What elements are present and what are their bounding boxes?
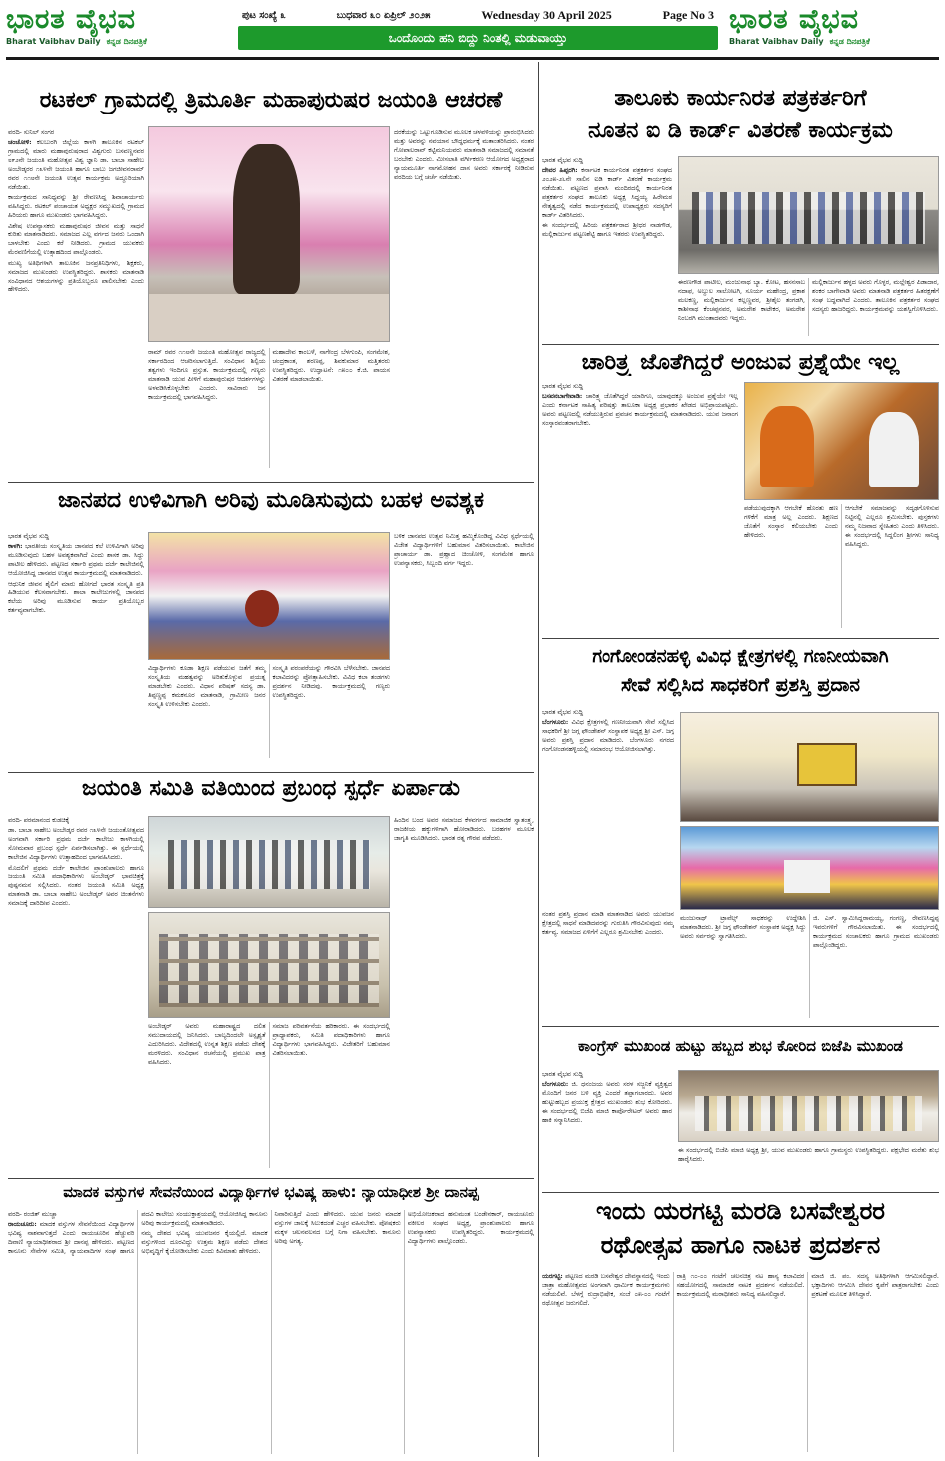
brand-tagline: ಕನ್ನಡ ದಿನಪತ್ರಿಕೆ bbox=[106, 37, 147, 46]
article-character bbox=[542, 350, 939, 634]
paragraph: ಮಂಜುನಾಥ್ ಟ್ರಾವೆಲ್ಸ್ ಸಾಧಕರನ್ನು ಉದ್ದೇಶಿಸಿ ಮಾತನಾಡಿದರು. ಶ್ರೀ ಜಗ್ಗ ಫೌಂಡೇಶನ್ ಸಂಸ್ಥಾಪಕ ಅಧ್ಯಕ್ಷ ಸಿದ್ದು ಅವರು ಸರ್ವರನ್ನು ಸ್ವಾಗತಿಸಿದರು. bbox=[680, 914, 806, 940]
section-divider bbox=[542, 1026, 939, 1027]
paragraph: ಹಿಂದಿನ ಬಂದ ಅವರ ಸಮಾಜದ ಕೆಳವರ್ಗದ ಸಾಮಾಜಿಕ ಸ್ವಾತಂತ್ರ್ಯ, ರಾಜಕೀಯ ಹಕ್ಕುಗಳಿಗಾಗಿ ಹೋರಾಡಿದರು. ಬರಹಗಳ ಮೂಲಕ ಜಾಗೃತಿ ಮೂಡಿಸಿದರು. ಭಾರತ ರತ್ನ ಗೌರವ ಪಡೆದರು. bbox=[394, 816, 534, 842]
date-english: Wednesday 30 April 2025 bbox=[481, 7, 612, 22]
headline: ಕಾಂಗ್ರೆಸ್ ಮುಖಂಡ ಹುಟ್ಟು ಹಬ್ಬದ ಶುಭ ಕೋರಿದ ಬಿಜೆಪಿ ಮುಖಂಡ bbox=[578, 1037, 903, 1055]
paragraph: ಜಿ. ಎಸ್. ಸ್ವಾಮಿಸಿದ್ದರಾಮಯ್ಯ, ಗಂಗಣ್ಣ, ರೇವಣಸಿದ್ದಪ್ಪ ಇವರುಗಳಿಗೆ ಗೌರವಿಸಲಾಯಿತು. ಈ ಸಂದರ್ಭದಲ್ಲಿ ಕಾರ್ಯಕ್ರಮದ ಸಂಚಾಲಕರು ಹಾಗೂ ಗ್ರಾಮದ ಮುಖಂಡರು ಪಾಲ್ಗೊಂಡಿದ್ದರು. bbox=[813, 914, 939, 949]
paragraph: ವಿವಿಧ ಕ್ಷೇತ್ರಗಳಲ್ಲಿ ಗಣನೀಯವಾಗಿ ಸೇವೆ ಸಲ್ಲಿಸಿದ ಸಾಧಕರಿಗೆ ಶ್ರೀ ಜಗ್ಗ ಫೌಂಡೇಶನ್ ಸಂಸ್ಥಾಪಕ ಅಧ್ಯಕ್ಷ ಶ್ರೀ ಎಸ್. ಜಗ್ಗ ಅವರು ಪ್ರಶಸ್ತಿ ಪ್ರದಾನ ಮಾಡಿದರು. ಬೆಂಗಳೂರು ನಗರದ ಗಂಗೋಂಡನಹಳ್ಳಿಯಲ್ಲಿ ಸಮಾರಂಭ ಆಯೋಜಿಸಲಾಗಿತ್ತು. bbox=[542, 718, 674, 754]
article-body-col3 bbox=[394, 816, 534, 1168]
brand-tagline: ಕನ್ನಡ ದಿನಪತ್ರಿಕೆ bbox=[829, 37, 870, 46]
photo-folk-festival bbox=[148, 532, 390, 660]
paragraph: ಆಧುನಿಕ ಜೀವನ ಶೈಲಿಗೆ ಮಾರು ಹೋಗದೆ ಭಾರತ ಸಂಸ್ಕೃತಿ ಪ್ರತಿ ಹಿಡಿಯುವ ಕೆಲಸವಾಗಬೇಕು. ಶಾಲಾ ಕಾಲೇಜುಗಳಲ್ಲಿ ಜಾನಪದ ಕಲೆಯ ಅರಿವು ಮೂಡಿಸುವ ಕಾರ್ಯ ಪ್ರತಿಯೊಬ್ಬರ ಕರ್ತವ್ಯವಾಗಬೇಕು. bbox=[8, 579, 144, 615]
byline: ಭಾರತ ವೈಭವ ಸುದ್ದಿ bbox=[542, 1070, 584, 1078]
byline: ಭಾರತ ವೈಭವ ಸುದ್ದಿ bbox=[542, 156, 584, 164]
paragraph: ಪಡೆಯುವುದಕ್ಕಾಗಿ ಆಗಬೇಕೆ ಹೊರತು ಹಣ ಗಳಿಕೆಗೆ ಮಾತ್ರ ಅಲ್ಲ ಎಂದರು. ಶಿಕ್ಷಣದ ಜೊತೆಗೆ ಸಂಸ್ಕಾರ ಕಲಿಯಬೇಕು ಎಂದು ಹೇಳಿದರು. bbox=[744, 504, 838, 539]
dateline: ಚಂಚೋಳಿ: bbox=[8, 138, 32, 147]
paragraph: ನಂತರ ಪ್ರಶಸ್ತಿ ಪ್ರದಾನ ಮಾಡಿ ಮಾತನಾಡಿದ ಅವರು ಯುವಜನ ಕ್ಷೇತ್ರದಲ್ಲಿ ಸಾಧನೆ ಮಾಡಿದವರನ್ನು ಗುರುತಿಸಿ ಗೌರವಿಸುವುದು ನಮ್ಮ ಕರ್ತವ್ಯ. ಸಮಾಜದ ಏಳಿಗೆಗೆ ಎಲ್ಲರೂ ಶ್ರಮಿಸಬೇಕು ಎಂದರು. bbox=[542, 910, 674, 936]
photo-birthday-wishes bbox=[678, 1070, 939, 1142]
article-body-under-photo bbox=[148, 664, 390, 758]
photo-exam-hall bbox=[148, 912, 390, 1018]
byline: ಭಾರತ ವೈಭವ ಸುದ್ದಿ bbox=[8, 532, 50, 540]
paragraph: ದರಕೆಯನ್ನು ಒಟ್ಟುಗೂಡಿಸುವ ಮೂಲಕ ಚಳವಳಿಯನ್ನು ಪ್ರಾರಂಭಿಸಿದರು ಮತ್ತು ಅವರನ್ನು ನವಯಾನ ಬೌದ್ಧಧರ್ಮಕ್ಕೆ ಮತಾಂತರಿಸಿದರು. ನಂತರ ಗೋಪಾಲರಾವ್ ಕಟ್ಟಿಮನಿಯವರು ಮಾತನಾಡಿ ಸಮಾಜದಲ್ಲಿ ಸಮಾನತೆ ಬರಬೇಕು ಎಂದರು. ಮೀಸಲಾತಿ ವರ್ಗೀಕರಣ ಆಯೋಗದ ಅಧ್ಯಕ್ಷರಾದ ನ್ಯಾಯಮೂರ್ತಿ ನಾಗಮೋಹನ ದಾಸ ಅವರು ಸರ್ಕಾರಕ್ಕೆ ನೀಡಿರುವ ವರದಿಯ ಬಗ್ಗೆ ಚರ್ಚೆ ನಡೆಯಿತು. bbox=[394, 128, 534, 181]
brand-subtitle bbox=[729, 36, 939, 47]
paragraph: ಮುಖ್ಯ ಅತಿಥಿಗಳಾಗಿ ತಾಲೂಕಿನ ಜನಪ್ರತಿನಿಧಿಗಳು, ಶಿಕ್ಷಕರು, ಸಮಾಜದ ಮುಖಂಡರು ಉಪಸ್ಥಿತರಿದ್ದರು. ಶಾಸಕರು ಮಾತನಾಡಿ ಸಂವಿಧಾನದ ಆಶಯಗಳನ್ನು ಪ್ರತಿಯೊಬ್ಬರೂ ಪಾಲಿಸಬೇಕು ಎಂದು ಹೇಳಿದರು. bbox=[8, 258, 144, 294]
dateline: ರಾಯಚೂರು: bbox=[8, 1220, 37, 1229]
headline-line1: ತಾಲೂಕು ಕಾರ್ಯನಿರತ ಪತ್ರಕರ್ತರಿಗೆ bbox=[614, 86, 867, 111]
masthead-brand-left bbox=[6, 4, 216, 54]
masthead-center bbox=[238, 4, 718, 54]
photo-stage-event bbox=[148, 126, 390, 342]
article-body-col3 bbox=[394, 532, 534, 758]
paragraph: ಸಮಾಜ ಪರಿವರ್ತನೆಯ ಹರಿಕಾರರು. ಈ ಸಂದರ್ಭದಲ್ಲಿ ಪ್ರಾಧ್ಯಾಪಕರು, ಸಮಿತಿ ಪದಾಧಿಕಾರಿಗಳು ಹಾಗೂ ವಿದ್ಯಾರ್ಥಿಗಳು ಭಾಗವಹಿಸಿದ್ದರು. ವಿಜೇತರಿಗೆ ಬಹುಮಾನ ವಿತರಿಸಲಾಯಿತು. bbox=[272, 1022, 390, 1057]
dateline: ಯರಗಟ್ಟಿ: bbox=[542, 1272, 563, 1280]
issue-number: ಪುಟ ಸಂಖ್ಯೆ ೩ bbox=[242, 9, 286, 21]
byline: ಭಾರತ ವೈಭವ ಸುದ್ದಿ bbox=[542, 382, 584, 390]
paragraph: ಕರ್ನಾಟಕ ಕಾರ್ಯನಿರತ ಪತ್ರಕರ್ತರ ಸಂಘದ ೨೦೨೫-೨೬ನೇ ಸಾಲಿನ ಐಡಿ ಕಾರ್ಡ್ ವಿತರಣೆ ಕಾರ್ಯಕ್ರಮ ನಡೆಯಿತು. ಪಟ್ಟಣದ ಪ್ರವಾಸಿ ಮಂದಿರದಲ್ಲಿ ಕಾರ್ಯನಿರತ ಪತ್ರಕರ್ತರ ಸಂಘದ ತಾಲೂಕು ಅಧ್ಯಕ್ಷ ಸಿದ್ದಯ್ಯ ಹಿರೇಮಠ ನೇತೃತ್ವದಲ್ಲಿ ನಡೆದ ಕಾರ್ಯಕ್ರಮದಲ್ಲಿ ಉಪಾಧ್ಯಕ್ಷರು ಸದಸ್ಯರಿಗೆ ಕಾರ್ಡ್ ವಿತರಿಸಿದರು. bbox=[542, 166, 672, 219]
paragraph: ವಿಶೇಷ ಉಪನ್ಯಾಸಕರು ಮಹಾಪುರುಷರ ಜೀವನ ಮತ್ತು ಸಾಧನೆ ಕುರಿತು ಮಾತನಾಡಿದರು. ಸಮಾಜದ ಎಲ್ಲ ವರ್ಗದ ಜನರು ಒಂದಾಗಿ ಬಾಳಬೇಕು ಎಂದು ಕರೆ ನೀಡಿದರು. ಗ್ರಾಮದ ಯುವಕರು ಮೆರವಣಿಗೆಯಲ್ಲಿ ಉತ್ಸಾಹದಿಂದ ಪಾಲ್ಗೊಂಡರು. bbox=[8, 221, 144, 257]
paragraph: ವಿದ್ಯಾರ್ಥಿಗಳು ಕೂಡಾ ಶಿಕ್ಷಣ ಪಡೆಯುವ ಜತೆಗೆ ತಮ್ಮ ಸಂಸ್ಕೃತಿಯ ಮಹತ್ವವನ್ನು ಅರಿತುಕೊಳ್ಳುವ ಪ್ರಯತ್ನ ಮಾಡಬೇಕು ಎಂದರು. ವಿಧಾನ ಪರಿಷತ್ ಸದಸ್ಯ ಡಾ. ತಿಪ್ಪಣ್ಣಪ್ಪ ಕಮಕನೂರ ಮಾತನಾಡಿ, ಗ್ರಾಮೀಣ ಜನರ ಸಂಸ್ಕೃತಿ ಉಳಿಸಬೇಕು ಎಂದರು. bbox=[148, 664, 266, 708]
paragraph: ರಾತ್ರಿ ೧೦-೦೦ ಗಂಟೆಗೆ ಚಲನಚಿತ್ರ ನಟ ಹಾಸ್ಯ ಕಲಾವಿದರ ಸಹಯೋಗದಲ್ಲಿ ಸಾಮಾಜಿಕ ನಾಟಕ ಪ್ರದರ್ಶನ ನಡೆಯಲಿದೆ. ಕಾರ್ಯಕ್ರಮದಲ್ಲಿ ಮಠಾಧೀಶರು ಸಾನಿಧ್ಯ ವಹಿಸಲಿದ್ದಾರೆ. bbox=[676, 1272, 805, 1298]
paragraph: ಮಲ್ಲಿಕಾರ್ಜುನ ಹಳ್ಳದ ಅವರು ಗೊಳ್ಳರ, ಮಲ್ಲೇಶ್ವರ ಪಿಡಾದಾರ, ಶಂಕರ ಬಾಗೇವಾಡಿ ಅವರು ಮಾತನಾಡಿ ಪತ್ರಕರ್ತರ ಹಿತರಕ್ಷಣೆಗೆ ಸಂಘ ಬದ್ಧವಾಗಿದೆ ಎಂದರು. ತಾಲೂಕಿನ ಪತ್ರಕರ್ತರ ಸಂಘದ ಸದಸ್ಯರು ಹಾಜರಿದ್ದರು. ಕಾರ್ಯಕ್ರಮವನ್ನು ಯಶಸ್ವಿಗೊಳಿಸಿದರು. bbox=[812, 278, 939, 313]
paragraph: ಮಾದಕ ವಸ್ತುಗಳ ಸೇವನೆಯಿಂದ ವಿದ್ಯಾರ್ಥಿಗಳ ಭವಿಷ್ಯ ನಾಶವಾಗುತ್ತದೆ ಎಂದು ರಾಯಚೂರಿನ ಹೆಚ್ಚುವರಿ ದಿವಾಣಿ ನ್ಯಾಯಾಧೀಶರಾದ ಶ್ರೀ ದಾನಪ್ಪ ಹೇಳಿದರು. ಪಟ್ಟಣದ ಕಾನೂನು ಸೇವೆಗಳ ಸಮಿತಿ, ನ್ಯಾಯವಾದಿಗಳ ಸಂಘ ಹಾಗೂ ಪದವಿ ಕಾಲೇಜು ಸಂಯುಕ್ತಾಶ್ರಯದಲ್ಲಿ ಆಯೋಜಿಸಿದ್ದ ಕಾನೂನು ಅರಿವು ಕಾರ್ಯಕ್ರಮದಲ್ಲಿ ಮಾತನಾಡಿದರು. bbox=[8, 1210, 268, 1256]
paragraph: ಆಗಬೇಕೆ ಸಮಾಜವನ್ನು ಸದೃಢಗೊಳಿಸುವ ನಿಟ್ಟಿನಲ್ಲಿ ಎಲ್ಲರೂ ಶ್ರಮಿಸಬೇಕು. ಪುಸ್ತಕಗಳು ನಮ್ಮ ನಿಜವಾದ ಸ್ನೇಹಿತರು ಎಂದು ತಿಳಿಸಿದರು. ಈ ಸಂದರ್ಭದಲ್ಲಿ ಸಿದ್ದಲಿಂಗ ಶ್ರೀಗಳು ಸಾನಿಧ್ಯ ವಹಿಸಿದ್ದರು. bbox=[845, 504, 939, 548]
article-body-col1 bbox=[542, 156, 672, 336]
section-divider bbox=[8, 482, 534, 483]
article-body-col1 bbox=[542, 382, 738, 628]
paragraph: ಚಾರಿತ್ರ್ಯ ಜೊತೆಗಿದ್ದರೆ ಯಾರಿಗೂ, ಯಾವುದಕ್ಕೂ ಅಂಜುವ ಪ್ರಶ್ನೆಯೇ ಇಲ್ಲ ಎಂದು ಕರ್ನಾಟಕ ಸಾಹಿತ್ಯ ಪರಿಷತ್ತು ತಾಲೂಕಾ ಅಧ್ಯಕ್ಷ ಪ್ರಭಾಕರ ಖೇಡದ ಅಭಿಪ್ರಾಯಪಟ್ಟರು. ಅವರು ಪಟ್ಟಣದಲ್ಲಿ ನಡೆಯುತ್ತಿರುವ ಪ್ರವಚನ ಕಾರ್ಯಕ್ರಮದಲ್ಲಿ ಮಾತನಾಡಿದರು. ಯುವ ಜನಾಂಗ ಸಂಸ್ಕಾರವಂತರಾಗಬೇಕು. bbox=[542, 392, 738, 428]
article-janapada bbox=[8, 488, 534, 768]
column-divider bbox=[538, 62, 539, 1457]
issue-meta bbox=[238, 4, 718, 26]
slogan-banner: ಒಂದೊಂದು ಹನಿ ಬಿದ್ದು ನಿಂತಲ್ಲಿ ಮಡುವಾಯ್ತು bbox=[238, 26, 718, 50]
headline-line2: ಸೇವೆ ಸಲ್ಲಿಸಿದ ಸಾಧಕರಿಗೆ ಪ್ರಶಸ್ತಿ ಪ್ರದಾನ bbox=[621, 674, 860, 696]
article-body bbox=[8, 1210, 534, 1454]
article-body-under-photo bbox=[678, 1146, 939, 1186]
paragraph: ನಮ್ಮ ದೇಶದ ಭವಿಷ್ಯ ಯುವಜನರ ಕೈಯಲ್ಲಿದೆ. ಮಾದಕ ವಸ್ತುಗಳಿಂದ ದೂರವಿದ್ದು ಉತ್ತಮ ಶಿಕ್ಷಣ ಪಡೆದು ದೇಶದ ಅಭಿವೃದ್ಧಿಗೆ ಕೈಜೋಡಿಸಬೇಕು ಎಂದು ಕಿವಿಮಾತು ಹೇಳಿದರು. bbox=[141, 1229, 268, 1256]
paragraph: ಕಾರ್ಯಕ್ರಮದ ಸಾನಿಧ್ಯವನ್ನು ಶ್ರೀ ರೇವಣಸಿದ್ದ ಶಿವಾಚಾರ್ಯರು ವಹಿಸಿದ್ದರು. ರಟಕಲ್ ಪಂಚಾಯತ ಅಧ್ಯಕ್ಷರ ಸಮ್ಮುಖದಲ್ಲಿ ಗ್ರಾಮದ ಹಿರಿಯರು ಹಾಗೂ ಮುಖಂಡರು ಭಾಗವಹಿಸಿದ್ದರು. bbox=[8, 193, 144, 220]
byline: ವರದಿ- ಪರಮಾನಂದ ಕುಡಚಿಕೈ bbox=[8, 816, 70, 824]
article-awards bbox=[542, 644, 939, 1022]
paragraph: ಬಳಿಕ ಜಾನಪದ ಉತ್ಸವ ನಿಮಿತ್ತ ಹಮ್ಮಿಕೊಂಡಿದ್ದ ವಿವಿಧ ಸ್ಪರ್ಧೆಯಲ್ಲಿ ವಿಜೇತ ವಿದ್ಯಾರ್ಥಿಗಳಿಗೆ ಬಹುಮಾನ ವಿತರಿಸಲಾಯಿತು. ಕಾಲೇಜಿನ ಪ್ರಾಚಾರ್ಯ ಡಾ. ಪ್ರಹ್ಲಾದ ಚಿಂಚೋಳಿ, ಸಂಗಮೇಶ ಹಾಗೂ ಉಪನ್ಯಾಸಕರು, ಸಿಬ್ಬಂದಿ ವರ್ಗ ಇದ್ದರು. bbox=[394, 532, 534, 567]
article-body-col1 bbox=[8, 816, 144, 1168]
date-kannada: ಬುಧವಾರ ೩೦ ಏಪ್ರಿಲ್ ೨೦೨೫ bbox=[336, 9, 431, 21]
paragraph: ಈ ಸಂದರ್ಭದಲ್ಲಿ ಬಿಜೆಪಿ ಮಾಜಿ ಅಧ್ಯಕ್ಷ ಶ್ರೀ, ಯುವ ಮುಖಂಡರು ಹಾಗೂ ಗ್ರಾಮಸ್ಥರು ಉಪಸ್ಥಿತರಿದ್ದರು. ಪಕ್ಷಭೇದ ಮರೆತು ಶುಭ ಹಾರೈಸಿದರು. bbox=[678, 1146, 939, 1163]
article-id-cards bbox=[542, 86, 939, 340]
section-divider bbox=[542, 344, 939, 345]
dateline: ದೇವರ ಹಿಪ್ಪರಗಿ: bbox=[542, 166, 578, 175]
page-number: Page No 3 bbox=[662, 7, 714, 22]
paragraph: ಡಾ. ಬಾಬಾ ಸಾಹೇಬ ಅಂಬೇಡ್ಕರ ರವರ ೧೩೪ನೇ ಜಯಂತೋತ್ಸವದ ಅಂಗವಾಗಿ ಸರ್ಕಾರಿ ಪ್ರಥಮ ದರ್ಜೆ ಕಾಲೇಜು ಕಾಳಗಿಯಲ್ಲಿ ಸೋಮವಾರ ಪ್ರಬಂಧ ಸ್ಪರ್ಧೆ ಏರ್ಪಡಿಸಲಾಗಿತ್ತು. ಈ ಸ್ಪರ್ಧೆಯಲ್ಲಿ ಕಾಲೇಜಿನ ವಿದ್ಯಾರ್ಥಿಗಳು ಉತ್ಸಾಹದಿಂದ ಭಾಗವಹಿಸಿದರು. bbox=[8, 826, 144, 862]
byline: ವರದಿ- ಸುನಿಲ್ ಸಂಗರ bbox=[8, 128, 55, 136]
photo-guests bbox=[148, 816, 390, 908]
paragraph: ಮಹಾದೇವ ಕಾಂಬಳೆ, ನಾಗೇಂದ್ರ ಬೆಳಗುಂಪಿ, ಸಂಗಮೇಶ, ಚಂದ್ರಕಾಂತ, ಶರಣಪ್ಪ, ಶಿವಕುಮಾರ ಮತ್ತಿತರರು ಉಪಸ್ಥಿತರಿದ್ದರು. ಉದ್ಘಾಟನೆ: ೧೫೦೦ ಕೆ.ಜಿ. ಪಾಯಸ ವಿತರಣೆ ಮಾಡಲಾಯಿತು. bbox=[272, 348, 390, 383]
brand-subtitle bbox=[6, 36, 216, 47]
headline-line1: ಇಂದು ಯರಗಟ್ಟಿ ಮರಡಿ ಬಸವೇಶ್ವರರ bbox=[596, 1197, 885, 1225]
masthead bbox=[6, 4, 939, 54]
section-divider bbox=[542, 1192, 939, 1193]
paragraph: ಕಲಬುರಗಿ ಜಿಲ್ಲೆಯ ಕಾಳಗಿ ತಾಲೂಕಿನ ರಟಕಲ್ ಗ್ರಾಮದಲ್ಲಿ ಮಾರು ಮಹಾಪುರುಷರಾದ ವಿಶ್ವಗುರು ಬಸವಣ್ಣನವರ ೮೯೨ನೇ ಜಯಂತಿ ಮಹೋತ್ಸವ ವಿಶ್ವ ಜ್ಞಾನಿ ಡಾ. ಬಾಬಾ ಸಾಹೇಬ ಅಂಬೇಡ್ಕರರ ೧೩೪ನೇ ಜಯಂತಿ ಹಾಗೂ ಬಾಬು ಜಗಜೀವನರಾಮ್ ರವರ ೧೧೮ನೇ ಜಯಂತಿ ಉತ್ಸವ ಕಾರ್ಯಕ್ರಮ ಅದ್ದೂರಿಯಾಗಿ ನಡೆಯಿತು. bbox=[8, 138, 144, 191]
article-body-col1 bbox=[8, 128, 144, 468]
article-body-col3 bbox=[394, 128, 534, 468]
paragraph: ಮಾಜಿ ಜಿ. ಪಂ. ಸದಸ್ಯ ಅತಿಥಿಗಳಾಗಿ ಆಗಮಿಸಲಿದ್ದಾರೆ. ಭಕ್ತಾದಿಗಳು ಆಗಮಿಸಿ ದೇವರ ಕೃಪೆಗೆ ಪಾತ್ರರಾಗಬೇಕು ಎಂದು ಪ್ರಕಟಣೆ ಮೂಲಕ ತಿಳಿಸಿದ್ದಾರೆ. bbox=[811, 1272, 939, 1298]
photo-award-ceremony bbox=[680, 712, 939, 822]
headline: ಜಾನಪದ ಉಳಿವಿಗಾಗಿ ಅರಿವು ಮೂಡಿಸುವುದು ಬಹಳ ಅವಶ್ಯಕ bbox=[57, 488, 485, 513]
brand-english: Bharat Vaibhav Daily bbox=[729, 37, 824, 46]
paragraph: ಅಭಿಯೋಜಕರಾದ ಹನುಮಂತ ಬಂಡೇನಕಾರ್, ರಾಯಚೂರು ವಕೀಲರ ಸಂಘದ ಅಧ್ಯಕ್ಷ, ಪ್ರಾಂಶುಪಾಲರು ಹಾಗೂ ಉಪನ್ಯಾಸಕರು ಉಪಸ್ಥಿತರಿದ್ದರು. ಕಾರ್ಯಕ್ರಮದಲ್ಲಿ ವಿದ್ಯಾರ್ಥಿಗಳು ಪಾಲ್ಗೊಂಡರು. bbox=[407, 1210, 534, 1245]
section-divider bbox=[8, 772, 534, 773]
section-divider bbox=[542, 638, 939, 639]
headline: ರಟಕಲ್ ಗ್ರಾಮದಲ್ಲಿ ತ್ರಿಮೂರ್ತಿ ಮಹಾಪುರುಷರ ಜಯಂತಿ ಆಚರಣೆ bbox=[39, 88, 503, 113]
article-body-col1-lower bbox=[542, 910, 674, 1018]
article-body bbox=[542, 1272, 939, 1452]
byline: ವರದಿ- ರಂಜಿತ್ ಮುಚ್ಚಾ bbox=[8, 1210, 58, 1218]
headline-line2: ರಥೋತ್ಸವ ಹಾಗೂ ನಾಟಕ ಪ್ರದರ್ಶನ bbox=[600, 1231, 881, 1259]
paragraph: ಈ ಸಂದರ್ಭದಲ್ಲಿ ಹಿರಿಯ ಪತ್ರಕರ್ತರಾದ ಶ್ರೀಧರ ನಾಡಗೌಡ, ಮಲ್ಲಿಕಾರ್ಜುನ ಪಟ್ಟಣಶೆಟ್ಟಿ ಹಾಗೂ ಇತರರು ಉಪಸ್ಥಿತರಿದ್ದರು. bbox=[542, 221, 672, 239]
article-essay-competition bbox=[8, 776, 534, 1174]
paragraph: ಅಂಬೇಡ್ಕರ್ ಅವರು ಮಹಾರಾಷ್ಟ್ರದ ದಲಿತ ಸಮುದಾಯದಲ್ಲಿ ಜನಿಸಿದರು. ಬಾಲ್ಯದಿಂದಲೇ ಅಸ್ಪೃಶ್ಯತೆ ಎದುರಿಸಿದರು. ವಿದೇಶದಲ್ಲಿ ಉನ್ನತ ಶಿಕ್ಷಣ ಪಡೆದು ದೇಶಕ್ಕೆ ಮರಳಿದರು. ಸಂವಿಧಾನ ರಚನೆಯಲ್ಲಿ ಪ್ರಮುಖ ಪಾತ್ರ ವಹಿಸಿದರು. bbox=[148, 1022, 266, 1066]
article-body-under-photo bbox=[148, 348, 390, 468]
headline: ಜಯಂತಿ ಸಮಿತಿ ವತಿಯಿಂದ ಪ್ರಬಂಧ ಸ್ಪರ್ಧೆ ಏರ್ಪಾಡು bbox=[81, 776, 461, 801]
photo-stage-show bbox=[680, 826, 939, 910]
article-drug-awareness bbox=[8, 1182, 534, 1454]
article-body-under-photo bbox=[148, 1022, 390, 1168]
headline: ಚಾರಿತ್ರ್ಯ ಜೊತೆಗಿದ್ದರೆ ಅಂಜುವ ಪ್ರಶ್ನೆಯೇ ಇಲ್ಲ bbox=[581, 350, 900, 375]
paragraph: ಈರಣಗೌಡ ಪಾಟೀಲ, ಮಂಜುನಾಥ ಬ್ಯಾ. ಕೋಟ, ಹಸನಸಾಬ ನದಾಫ, ಅಬ್ದುಲ ಸಾಲೋಟಗಿ, ಸೂರ್ಯ ಮಹೇಂದ್ರ, ಪ್ರಕಾಶ ಮಲಕಣ್ಣ, ಮಲ್ಲಿಕಾರ್ಜುನ ಕಲ್ಲಣ್ಣವರ, ಶ್ರೀಶೈಲ ತಂಗಡಗಿ, ಕಾಶೀನಾಥ ಕೆಂಚಪ್ಪನವರ, ಅಮರೇಶ ಕಾಟೇಕರ, ಅಮರೇಶ ನಿಂಬರಗಿ ಮುಂತಾದವರು ಇದ್ದರು. bbox=[678, 278, 805, 322]
paragraph: ಸಂಸ್ಕೃತಿ ಪರಂಪರೆಯನ್ನು ಗೌರವಿಸಿ ಬೆಳೆಸಬೇಕು. ಜಾನಪದ ಕಲಾವಿದರನ್ನು ಪ್ರೋತ್ಸಾಹಿಸಬೇಕು. ವಿವಿಧ ಕಲಾ ತಂಡಗಳು ಪ್ರದರ್ಶನ ನೀಡಿದವು. ಕಾರ್ಯಕ್ರಮದಲ್ಲಿ ಗಣ್ಯರು ಉಪಸ್ಥಿತರಿದ್ದರು. bbox=[272, 664, 390, 699]
photo-seer-speaker bbox=[744, 382, 939, 500]
masthead-brand-right bbox=[729, 4, 939, 54]
headline: ಮಾದಕ ವಸ್ತುಗಳ ಸೇವನೆಯಿಂದ ವಿದ್ಯಾರ್ಥಿಗಳ ಭವಿಷ್ಯ ಹಾಳು: ನ್ಯಾಯಾಧೀಶ ಶ್ರೀ ದಾನಪ್ಪ bbox=[63, 1183, 479, 1201]
article-body-col1 bbox=[8, 532, 144, 758]
article-body-col1 bbox=[542, 708, 674, 904]
dateline: ಬೆಂಗಳೂರು: bbox=[542, 1080, 569, 1089]
headline-line2: ನೂತನ ಐ ಡಿ ಕಾರ್ಡ್ ವಿತರಣೆ ಕಾರ್ಯಕ್ರಮ bbox=[588, 118, 893, 143]
article-chariot-festival bbox=[542, 1196, 939, 1454]
paragraph: ಭಾರತೀಯ ಸಂಸ್ಕೃತಿಯ ಜಾನಪದ ಕಲೆ ಉಳಿವಿಗಾಗಿ ಅರಿವು ಮೂಡಿಸುವುದು ಬಹಳ ಅವಶ್ಯಕವಾಗಿದೆ ಎಂದು ಶಾಸಕ ಡಾ. ಸಿದ್ದು ಪಾಟೀಲ ಹೇಳಿದರು. ಪಟ್ಟಣದ ಸರ್ಕಾರಿ ಪ್ರಥಮ ದರ್ಜೆ ಕಾಲೇಜಿನಲ್ಲಿ ಆಯೋಜಿಸಿದ್ದ ಜಾನಪದ ಉತ್ಸವ ಕಾರ್ಯಕ್ರಮದಲ್ಲಿ ಮಾತನಾಡಿದರು. bbox=[8, 542, 144, 578]
brand-name: ಭಾರತ ವೈಭವ bbox=[729, 4, 859, 35]
photo-journalists-group bbox=[678, 156, 939, 274]
dateline: ಬೆಂಗಳೂರು: bbox=[542, 718, 569, 727]
headline-line1: ಗಂಗೋಂಡನಹಳ್ಳಿ ವಿವಿಧ ಕ್ಷೇತ್ರಗಳಲ್ಲಿ ಗಣನೀಯವಾಗಿ bbox=[592, 646, 889, 667]
article-body-col1 bbox=[542, 1070, 672, 1184]
dateline: ಕಾಳಗಿ: bbox=[8, 542, 23, 551]
article-birthday bbox=[542, 1030, 939, 1188]
article-ratakal-jayanti bbox=[8, 88, 534, 476]
article-body-under-photo bbox=[744, 504, 939, 628]
brand-english: Bharat Vaibhav Daily bbox=[6, 37, 101, 46]
masthead-rule bbox=[6, 57, 939, 60]
paragraph: ಜಿ. ಧನಂಜಯ ಅವರು ಸರಳ ಸಜ್ಜನಿಕೆ ವ್ಯಕ್ತಿತ್ವದ ಮೊಂದಿಗೆ ಜನರ ಬಳಿ ವ್ಯಕ್ತಿ ಎಂದರೆ ತಪ್ಪಾಗಲಾರದು. ಅವರ ಹುಟ್ಟುಹಬ್ಬದ ಪ್ರಯುಕ್ತ ಕ್ಷೇತ್ರದ ಮುಖಂಡರು ಶುಭ ಕೋರಿದರು. ಈ ಸಂದರ್ಭದಲ್ಲಿ ಬಿಜೆಪಿ ಮಾಜಿ ಕಾರ್ಪೊರೇಟರ್ ಅವರು ಹಾರ ಹಾಕಿ ಸನ್ಮಾನಿಸಿದರು. bbox=[542, 1080, 672, 1125]
paragraph: ಪಟ್ಟಣದ ಮರಡಿ ಬಸವೇಶ್ವರ ದೇವಸ್ಥಾನದಲ್ಲಿ ಇಂದು ಜಾತ್ರಾ ಮಹೋತ್ಸವದ ಅಂಗವಾಗಿ ಧಾರ್ಮಿಕ ಕಾರ್ಯಕ್ರಮಗಳು ನಡೆಯಲಿವೆ. ಬೆಳಗ್ಗೆ ರುದ್ರಾಭಿಷೇಕ, ಸಂಜೆ ೦೫-೦೦ ಗಂಟೆಗೆ ರಥೋತ್ಸವ ಜರುಗಲಿದೆ. bbox=[542, 1272, 670, 1307]
brand-name: ಭಾರತ ವೈಭವ bbox=[6, 4, 136, 35]
dateline: ಬಸವನಬಾಗೇವಾಡಿ: bbox=[542, 392, 583, 401]
article-body-under-photo bbox=[680, 914, 939, 1018]
paragraph: ಮೊದಲಿಗೆ ಪ್ರಥಮ ದರ್ಜೆ ಕಾಲೇಜಿನ ಪ್ರಾಂಶುಪಾಲರು ಹಾಗೂ ಜಯಂತಿ ಸಮಿತಿ ಪದಾಧಿಕಾರಿಗಳು ಅಂಬೇಡ್ಕರ್ ಭಾವಚಿತ್ರಕ್ಕೆ ಪುಷ್ಪನಮನ ಸಲ್ಲಿಸಿದರು. ನಂತರ ಜಯಂತಿ ಸಮಿತಿ ಅಧ್ಯಕ್ಷ ಮಾತನಾಡಿ ಡಾ. ಬಾಬಾ ಸಾಹೇಬ ಅಂಬೇಡ್ಕರ್ ಅವರ ಚಿಂತನೆಗಳು ಸಮಾಜಕ್ಕೆ ದಾರಿದೀಪ ಎಂದರು. bbox=[8, 863, 144, 908]
article-body-under-photo bbox=[678, 278, 939, 336]
paragraph: ನಿವಾರಿಸುತ್ತಿದೆ ಎಂದು ಹೇಳಿದರು. ಯುವ ಜನರು ಮಾದಕ ವಸ್ತುಗಳ ಜಾಲಕ್ಕೆ ಸಿಲುಕದಂತೆ ಎಚ್ಚರ ವಹಿಸಬೇಕು. ಪೋಷಕರು ಮಕ್ಕಳ ಚಲನವಲನದ ಬಗ್ಗೆ ನಿಗಾ ವಹಿಸಬೇಕು. ಕಾನೂನು ಅರಿವು ಅಗತ್ಯ. bbox=[274, 1210, 401, 1245]
paragraph: ರಾಮ್ ರವರ ೧೧೮ನೇ ಜಯಂತಿ ಮಹೋತ್ಸವ ರಾಜ್ಯದಲ್ಲಿ ಸರ್ಕಾರದಿಂದ ಆಚರಿಸಲಾಗುತ್ತಿದೆ. ಸಂವಿಧಾನ ಶಿಲ್ಪಿಯ ತತ್ವಗಳು ಇಂದಿಗೂ ಪ್ರಸ್ತುತ. ಕಾರ್ಯಕ್ರಮದಲ್ಲಿ ಗಣ್ಯರು ಮಾತನಾಡಿ ಯುವ ಪೀಳಿಗೆ ಮಹಾಪುರುಷರ ಆದರ್ಶಗಳನ್ನು ಅಳವಡಿಸಿಕೊಳ್ಳಬೇಕು ಎಂದರು. ಸಾವಿರಾರು ಜನ ಕಾರ್ಯಕ್ರಮದಲ್ಲಿ ಭಾಗವಹಿಸಿದ್ದರು. bbox=[148, 348, 266, 401]
byline: ಭಾರತ ವೈಭವ ಸುದ್ದಿ bbox=[542, 708, 584, 716]
section-divider bbox=[8, 1178, 534, 1179]
